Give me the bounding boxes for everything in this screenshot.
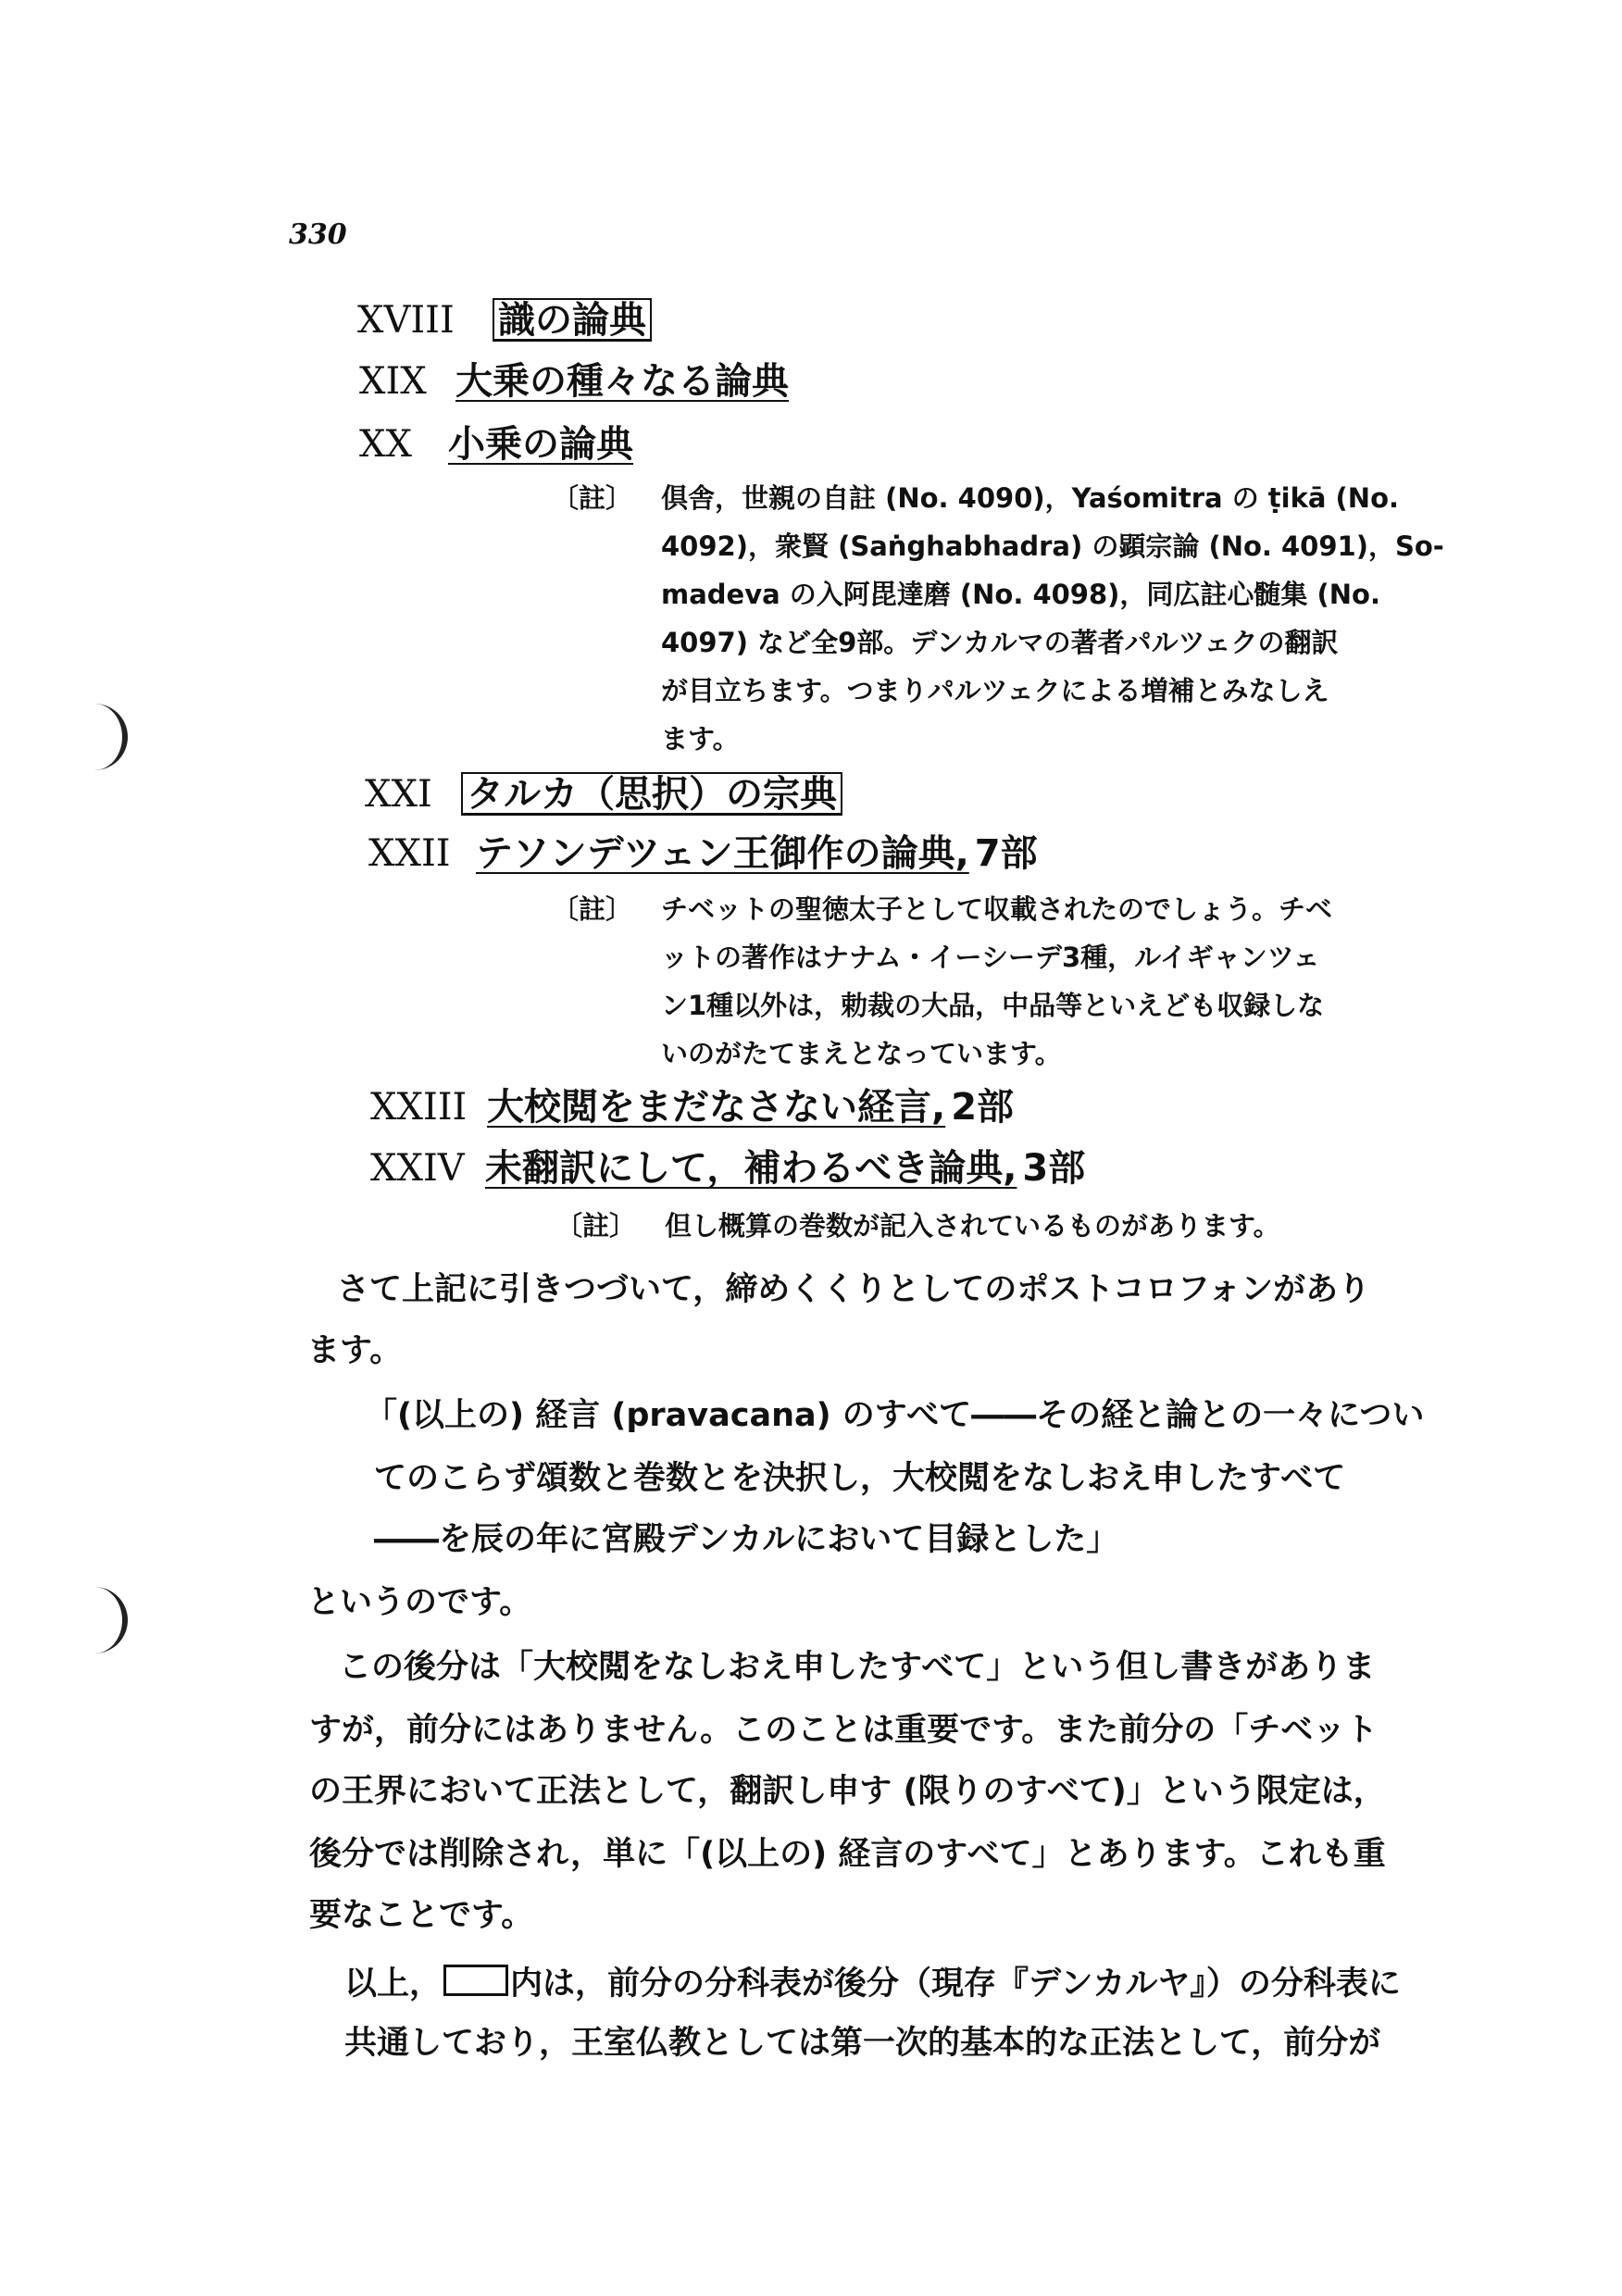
note-line: ットの著作はナナム・イーシーデ3種，ルイギャンツェ — [661, 942, 1320, 973]
heading-title: タルカ（思択）の宗典 — [461, 772, 842, 816]
paragraph-line: この後分は「大校閲をなしおえ申したすべて」という但し書きがありま — [339, 1649, 1376, 1686]
heading-title: 小乗の論典 — [448, 423, 633, 466]
note-line: 4092)，衆賢 (Saṅghabhadra) の顕宗論 (No. 4091)，So- — [661, 530, 1444, 562]
heading-title: 未翻訳にして，補わるべき論典, — [485, 1147, 1017, 1190]
note-line: 但し概算の巻数が記入されているものがあります。 — [665, 1210, 1280, 1242]
heading-suffix: 7部 — [974, 832, 1038, 875]
heading-roman: XXIII — [370, 1086, 468, 1129]
heading-title: 大校閲をまだなさない経言, — [487, 1086, 946, 1129]
paragraph-line: の王界において正法として，翻訳し申す (限りのすべて)」という限定は， — [309, 1773, 1386, 1810]
binding-hole-mark — [85, 1587, 128, 1653]
paragraph-line: ます。 — [307, 1332, 403, 1369]
heading-roman: XXII — [368, 832, 451, 875]
heading-roman: XVIII — [357, 299, 455, 342]
note-xxiv — [555, 1202, 1280, 1250]
note-line: ます。 — [661, 723, 740, 755]
paragraph-text: 以上， — [344, 1965, 443, 2003]
heading-xxi — [365, 772, 842, 816]
heading-title: テソンデツェン王御作の論典, — [476, 832, 969, 875]
paragraph-line: 要なことです。 — [309, 1897, 534, 1934]
heading-roman: XXIV — [370, 1147, 465, 1190]
paragraph-text: 内は，前分の分科表が後分（現存『デンカルヤ』）の分科表に — [510, 1965, 1401, 2003]
page-number: 330 — [289, 218, 347, 251]
note-line: madeva の入阿毘達磨 (No. 4098)，同広註心髄集 (No. — [661, 579, 1380, 610]
heading-xxiv — [370, 1147, 1086, 1190]
heading-suffix: 2部 — [951, 1086, 1015, 1129]
heading-suffix: 3部 — [1022, 1147, 1086, 1190]
note-line: チベットの聖徳太子として収載されたのでしょう。チベ — [661, 893, 1333, 925]
binding-hole-mark — [85, 704, 128, 770]
paragraph-line: というのです。 — [307, 1584, 532, 1621]
paragraph-line: すが，前分にはありません。このことは重要です。また前分の「チベット — [309, 1712, 1379, 1749]
note-label: 〔註〕 — [552, 893, 633, 925]
heading-title: 識の論典 — [493, 298, 652, 342]
note-line: が目立ちます。つまりパルツェクによる増補とみなしえ — [661, 675, 1329, 706]
heading-title: 大乗の種々なる論典 — [455, 360, 789, 403]
quote-line: てのこらず頌数と巻数とを決択し，大校閲をなしおえ申したすべて — [374, 1460, 1346, 1497]
heading-roman: XX — [359, 423, 412, 466]
quote-line: 「(以上の) 経言 (pravacana) のすべて――その経と論との一々につい — [365, 1397, 1425, 1434]
paragraph-line: 共通しており，王室仏教としては第一次的基本的な正法として，前分が — [344, 2025, 1381, 2062]
paragraph-line: 後分では削除され，単に「(以上の) 経言のすべて」とあります。これも重 — [309, 1836, 1386, 1873]
note-xx — [552, 474, 1444, 763]
paragraph-line — [344, 1965, 1401, 2001]
empty-box-symbol — [443, 1965, 508, 1996]
note-line: ン1種以外は，勅裁の大品，中品等といえども収録しな — [661, 990, 1325, 1021]
heading-xxii — [368, 832, 1038, 875]
note-xxii — [552, 885, 1333, 1078]
heading-xx — [359, 423, 633, 466]
heading-roman: XIX — [359, 360, 427, 403]
heading-xviii — [357, 298, 652, 342]
note-label: 〔註〕 — [552, 482, 633, 514]
quote-line: ――を辰の年に宮殿デンカルにおいて目録とした」 — [374, 1521, 1119, 1558]
note-label: 〔註〕 — [555, 1210, 637, 1242]
heading-roman: XXI — [365, 773, 432, 816]
note-line: 4097) など全9部。デンカルマの著者パルツェクの翻訳 — [661, 627, 1339, 658]
paragraph-line: さて上記に引きつづいて，締めくくりとしてのポストコロフォンがあり — [337, 1271, 1371, 1308]
note-line: 倶舎，世親の自註 (No. 4090)，Yaśomitra の ṭikā (No. — [661, 482, 1400, 514]
heading-xix — [359, 360, 789, 403]
heading-xxiii — [370, 1086, 1015, 1129]
note-line: いのがたてまえとなっています。 — [661, 1038, 1062, 1069]
